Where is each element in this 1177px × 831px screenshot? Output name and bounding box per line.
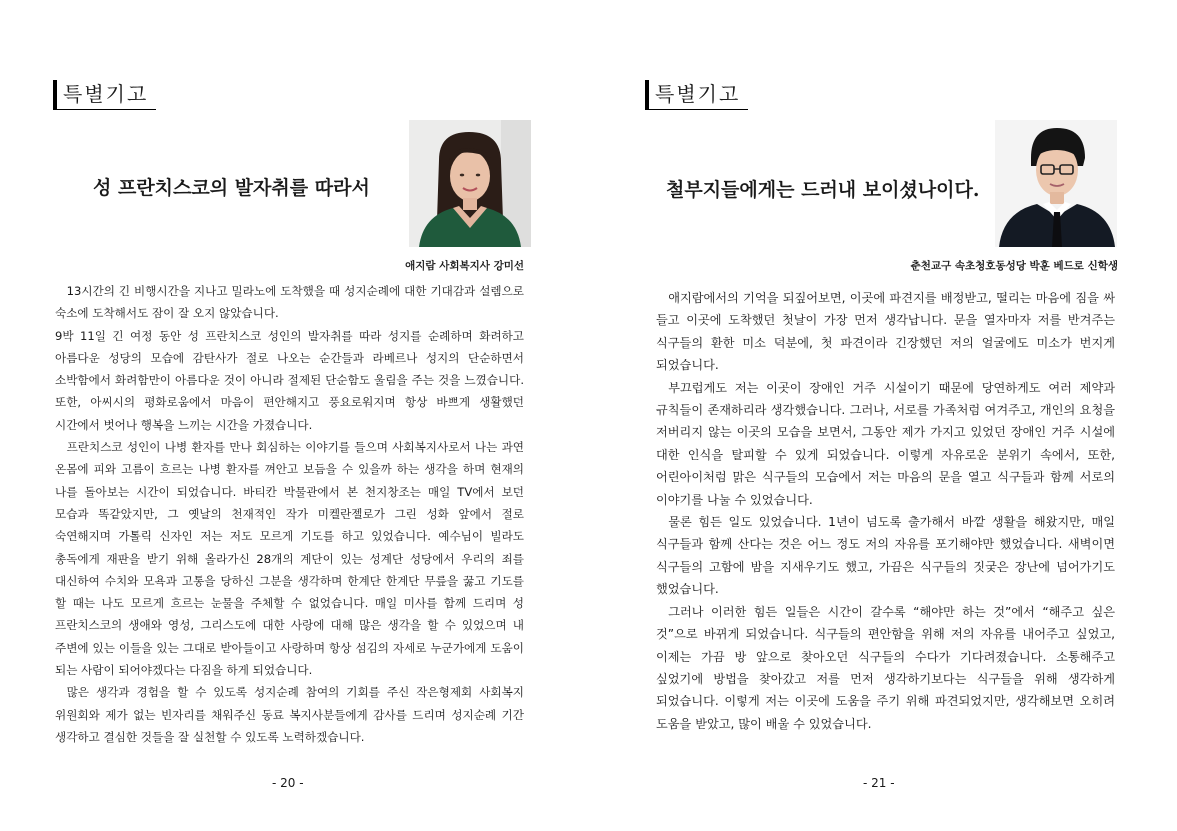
article-body (55, 280, 524, 748)
author-byline: 애지람 사회복지사 강미선 (405, 260, 524, 272)
section-label: 특별기고 (57, 81, 156, 110)
author-portrait-image (409, 120, 531, 247)
article-body (656, 287, 1115, 735)
author-portrait-image (995, 120, 1117, 247)
body-paragraph: 13시간의 긴 비행시간을 지나고 밀라노에 도착했을 때 성지순례에 대한 기대감과 설렘으로 숙소에 도착해서도 잠이 잘 오지 않았습니다. (55, 284, 524, 321)
body-paragraph: 많은 생각과 경험을 할 수 있도록 성지순례 참여의 기회를 주신 작은형제회 사회복지 위원회와 제가 없는 빈자리를 채워주신 동료 복지사분들에게 감사를 드리며 성지순례 기간 생각하고 결심한 것들을 잘 실천할 수 있도록 노력하겠습니다. (55, 685, 524, 744)
right-page (588, 0, 1177, 831)
body-paragraph: 9박 11일 긴 여정 동안 성 프란치스코 성인의 발자취를 따라 성지를 순례하며 화려하고 아름다운 성당의 모습에 감탄사가 절로 나오는 순간들과 라베르나 성지의 단순하면서 소박함에서 화려함만이 아름다운 것이 아니라 절제된 단순함도 울림을 주는 것을 느꼈습니다. 또한, 아씨시의 평화로움에서 마음이 편안해지고 풍요로워지며 항상 바쁘게 생활했던 시간에서 벗어나 행복을 느끼는 시간을 가졌습니다. (55, 328, 524, 432)
article-title: 철부지들에게는 드러내 보이셨나이다. (666, 179, 980, 201)
body-paragraph: 부끄럽게도 저는 이곳이 장애인 거주 시설이기 때문에 당연하게도 여러 제약과 규칙들이 존재하리라 생각했습니다. 그러나, 서로를 가족처럼 여겨주고, 개인의 요청을 저버리지 않는 이곳의 모습을 보면서, 그동안 제가 가지고 있었던 장애인 거주 시설에 대한 인식을 탈피할 수 있게 되었습니다. 이렇게 자유로운 분위기 속에서, 또한, 어린아이처럼 맑은 식구들의 모습에서 저는 마음의 문을 열고 식구들과 함께 서로의 이야기를 나눌 수 있었습니다. (656, 380, 1115, 507)
page-number: - 21 - (863, 776, 895, 790)
body-paragraph: 애지람에서의 기억을 되짚어보면, 이곳에 파견지를 배정받고, 떨리는 마음에 짐을 싸 들고 이곳에 도착했던 첫날이 가장 먼저 생각납니다. 문을 열자마자 저를 반겨주는 식구들의 환한 미소 덕분에, 첫 파견이라 긴장했던 저의 얼굴에도 미소가 번지게 되었습니다. (656, 291, 1115, 373)
author-byline: 춘천교구 속초청호동성당 박훈 베드로 신학생 (910, 260, 1118, 272)
body-paragraph: 그러나 이러한 힘든 일들은 시간이 갈수록 “해야만 하는 것”에서 “해주고 싶은 것”으로 바뀌게 되었습니다. 식구들의 편안함을 위해 저의 자유를 내어주고 싶었고, 이제는 가끔 방 앞으로 찾아오던 식구들의 수다가 기다려졌습니다. 소통해주고 싶었기에 방법을 찾아갔고 저를 먼저 생각하기보다는 식구들을 위해 생각하게 되었습니다. 이렇게 저는 이곳에 도움을 주기 위해 파견되었지만, 생각해보면 오히려 도움을 받았고, 많이 배울 수 있었습니다. (656, 604, 1115, 731)
author-photo (995, 120, 1117, 247)
section-label: 특별기고 (649, 81, 748, 110)
author-photo (409, 120, 531, 247)
left-page (0, 0, 588, 831)
body-paragraph: 물론 힘든 일도 있었습니다. 1년이 넘도록 출가해서 바깥 생활을 해왔지만, 매일 식구들과 함께 산다는 것은 어느 정도 저의 자유를 포기해야만 했었습니다. 새벽이면 식구들의 고함에 밤을 지새우기도 했고, 가끔은 식구들의 짓궂은 장난에 넘어가기도 했었습니다. (656, 515, 1115, 597)
body-paragraph: 프란치스코 성인이 나병 환자를 만나 회심하는 이야기를 들으며 사회복지사로서 나는 과연 온몸에 피와 고름이 흐르는 나병 환자를 껴안고 보듬을 수 있을까 하는 생각을 하며 현재의 나를 돌아보는 시간이 되었습니다. 바티칸 박물관에서 본 천지창조는 매일 TV에서 보던 모습과 똑같았지만, 그 옛날의 천재적인 작가 미켈란젤로가 그린 성화 앞에서 절로 숙연해지며 가톨릭 신자인 저는 저도 모르게 기도를 하고 있었습니다. 예수님이 빌라도 총독에게 재판을 받기 위해 올라가신 28개의 계단이 있는 성계단 성당에서 우리의 죄를 대신하여 수치와 모욕과 고통을 당하신 그분을 생각하며 한계단 한계단 무릎을 꿇고 기도를 할 때는 나도 모르게 흐르는 눈물을 주체할 수 없었습니다. 매일 미사를 함께 드리며 성 프란치스코의 생애와 영성, 그리스도에 대한 사랑에 대해 많은 생각을 할 수 있었으며 내 주변에 있는 이들을 있는 그대로 받아들이고 사랑하며 항상 섬김의 자세로 누군가에게 도움이 되는 사람이 되어야겠다는 다짐을 하게 되었습니다. (55, 440, 524, 678)
page-number: - 20 - (272, 776, 304, 790)
section-header (53, 80, 156, 110)
section-header (645, 80, 748, 110)
article-title: 성 프란치스코의 발자취를 따라서 (93, 177, 370, 199)
